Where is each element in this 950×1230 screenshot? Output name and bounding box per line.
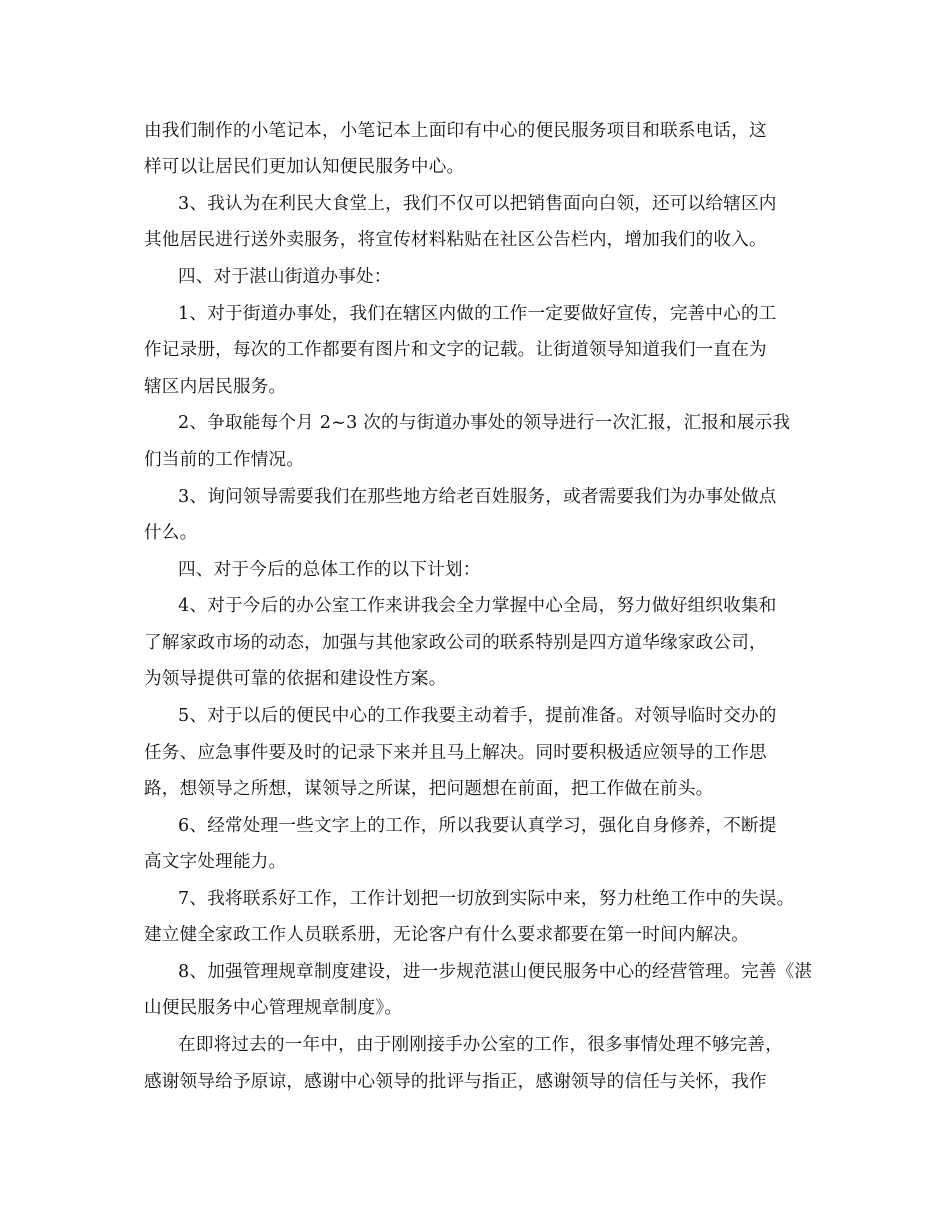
text-line: 1、对于街道办事处，我们在辖区内做的工作一定要做好宣传，完善中心的工	[178, 304, 777, 324]
text-line: 了解家政市场的动态，加强与其他家政公司的联系特别是四方道华缘家政公司，	[144, 633, 767, 653]
text-line: 7、我将联系好工作，工作计划把一切放到实际中来，努力杜绝工作中的失误。	[178, 889, 795, 909]
text-line: 在即将过去的一年中，由于刚刚接手办公室的工作，很多事情处理不够完善，	[178, 1035, 783, 1055]
text-line: 什么。	[144, 523, 198, 543]
text-line: 4、对于今后的办公室工作来讲我会全力掌握中心全局，努力做好组织收集和	[178, 596, 777, 616]
text-line: 由我们制作的小笔记本，小笔记本上面印有中心的便民服务项目和联系电话，这	[144, 121, 767, 141]
text-line: 任务、应急事件要及时的记录下来并且马上解决。同时要积极适应领导的工作思	[144, 743, 767, 763]
text-line: 建立健全家政工作人员联系册，无论客户有什么要求都要在第一时间内解决。	[144, 925, 749, 945]
text-line: 感谢领导给予原谅，感谢中心领导的批评与指正，感谢领导的信任与关怀，我作	[144, 1072, 767, 1092]
section-heading: 四、对于今后的总体工作的以下计划：	[178, 560, 481, 580]
text-line: 们当前的工作情况。	[144, 450, 305, 470]
text-line: 2、争取能每个月 2~3 次的与街道办事处的领导进行一次汇报，汇报和展示我	[178, 413, 791, 433]
text-line: 为领导提供可靠的依据和建设性方案。	[144, 669, 447, 689]
text-line: 其他居民进行送外卖服务，将宣传材料粘贴在社区公告栏内，增加我们的收入。	[144, 230, 767, 250]
text-line: 高文字处理能力。	[144, 852, 287, 872]
text-line: 样可以让居民们更加认知便民服务中心。	[144, 157, 465, 177]
text-line: 6、经常处理一些文字上的工作，所以我要认真学习，强化自身修养，不断提	[178, 816, 777, 836]
text-line: 8、加强管理规章制度建设，进一步规范湛山便民服务中心的经营管理。完善《湛	[178, 962, 813, 982]
text-line: 3、我认为在利民大食堂上，我们不仅可以把销售面向白领，还可以给辖区内	[178, 194, 777, 214]
text-line: 辖区内居民服务。	[144, 377, 287, 397]
section-heading: 四、对于湛山街道办事处：	[178, 267, 392, 287]
text-line: 5、对于以后的便民中心的工作我要主动着手，提前准备。对领导临时交办的	[178, 706, 777, 726]
text-line: 路，想领导之所想，谋领导之所谋，把问题想在前面，把工作做在前头。	[144, 779, 714, 799]
text-line: 3、询问领导需要我们在那些地方给老百姓服务，或者需要我们为办事处做点	[178, 487, 777, 507]
text-line: 山便民服务中心管理规章制度》。	[144, 998, 403, 1018]
text-line: 作记录册，每次的工作都要有图片和文字的记载。让街道领导知道我们一直在为	[144, 340, 767, 360]
